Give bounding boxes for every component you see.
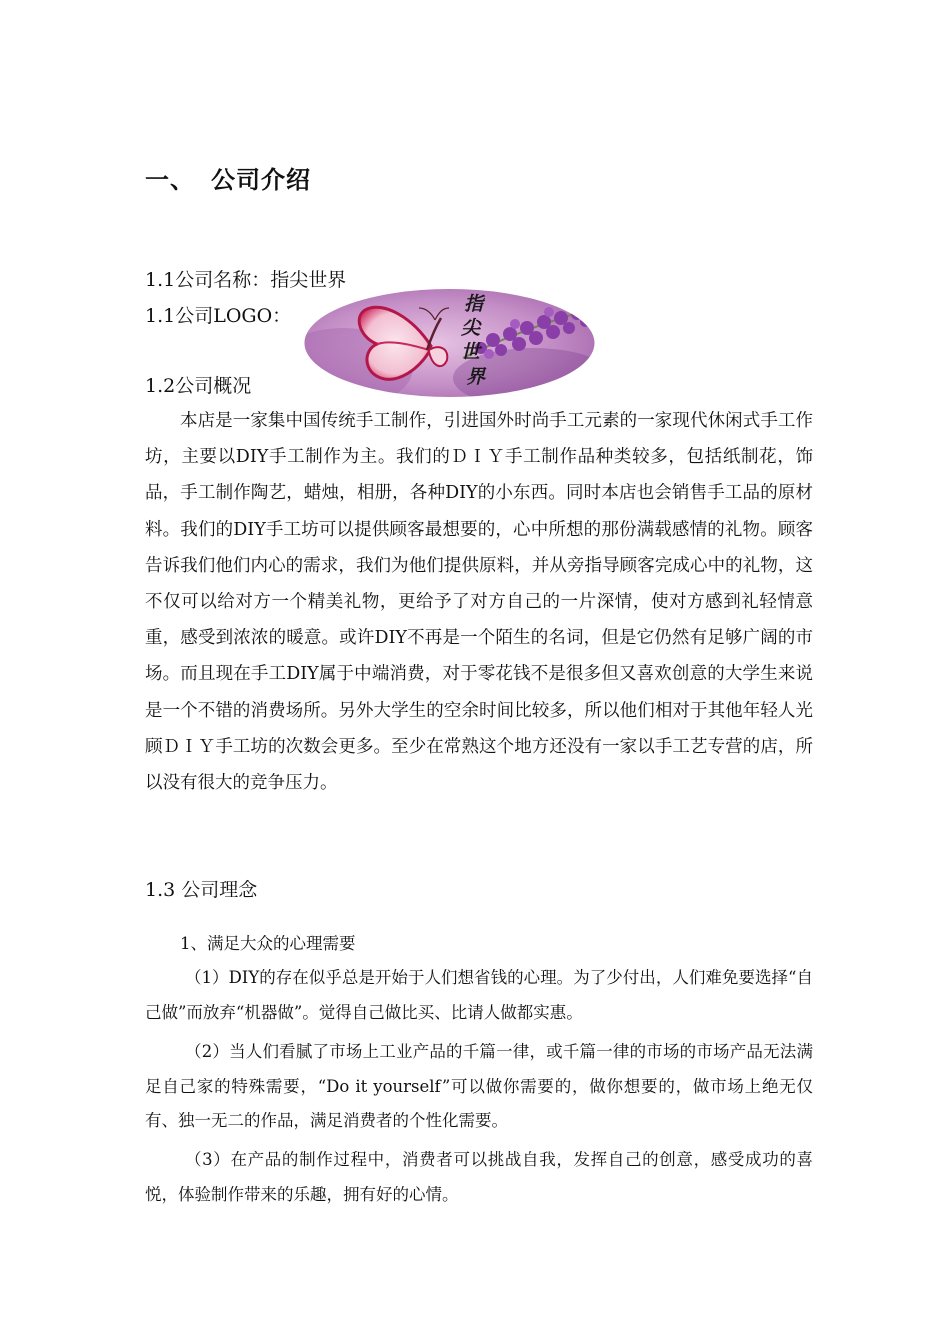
overview-heading: 1.2公司概况 [145, 375, 252, 397]
philosophy-item: （1）DIY的存在似乎总是开始于人们想省钱的心理。为了少付出，人们难免要选择“自己做”而放弃“机器做”。觉得自己做比买、比请人做都实惠。 [145, 968, 813, 1022]
svg-text:界: 界 [466, 366, 486, 388]
company-logo [303, 288, 596, 398]
company-logo-line: 1.1公司LOGO： [145, 305, 292, 327]
section-number: 一、 [145, 166, 195, 194]
section-title: 公司介绍 [211, 166, 311, 194]
svg-text:尖: 尖 [461, 317, 481, 339]
overview-paragraph: 本店是一家集中国传统手工制作，引进国外时尚手工元素的一家现代休闲式手工作坊，主要以DIY手工制作为主。我们的ＤＩＹ手工制作品种类较多，包括纸制花，饰品，手工制作陶艺，蜡烛，相册，各种DIY的小东西。同时本店也会销售手工品的原材料。我们的DIY手工坊可以提供顾客最想要的，心中所想的那份满载感情的礼物。顾客告诉我们他们内心的需求，我们为他们提供原料，并从旁指导顾客完成心中的礼物，这不仅可以给对方一个精美礼物，更给予了对方自己的一片深情，使对方感到礼轻情意重，感受到浓浓的暖意。或许DIY不再是一个陌生的名词，但是它仍然有足够广阔的市场。而且现在手工DIY属于中端消费，对于零花钱不是很多但又喜欢创意的大学生来说是一个不错的消费场所。另外大学生的空余时间比较多，所以他们相对于其他年轻人光顾ＤＩＹ手工坊的次数会更多。至少在常熟这个地方还没有一家以手工艺专营的店，所以没有很大的竞争压力。 [145, 411, 813, 794]
svg-text:指: 指 [464, 293, 484, 315]
philosophy-subheading: 1、满足大众的心理需要 [180, 934, 356, 953]
philosophy-item: （2）当人们看腻了市场上工业产品的千篇一律，或千篇一律的市场的市场产品无法满足自己家的特殊需要，“Do it yourself”可以做你需要的，做你想要的，做市场上绝无仅有、独一无二的作品，满足消费者的个性化需要。 [145, 1042, 813, 1130]
philosophy-item: （3）在产品的制作过程中，消费者可以挑战自我，发挥自己的创意，感受成功的喜悦，体验制作带来的乐趣，拥有好的心情。 [145, 1150, 813, 1204]
company-name-line: 1.1公司名称：指尖世界 [145, 269, 347, 291]
philosophy-heading: 1.3 公司理念 [145, 879, 258, 901]
svg-text:世: 世 [461, 341, 481, 363]
logo-oval [303, 288, 596, 398]
section-heading [145, 160, 311, 195]
